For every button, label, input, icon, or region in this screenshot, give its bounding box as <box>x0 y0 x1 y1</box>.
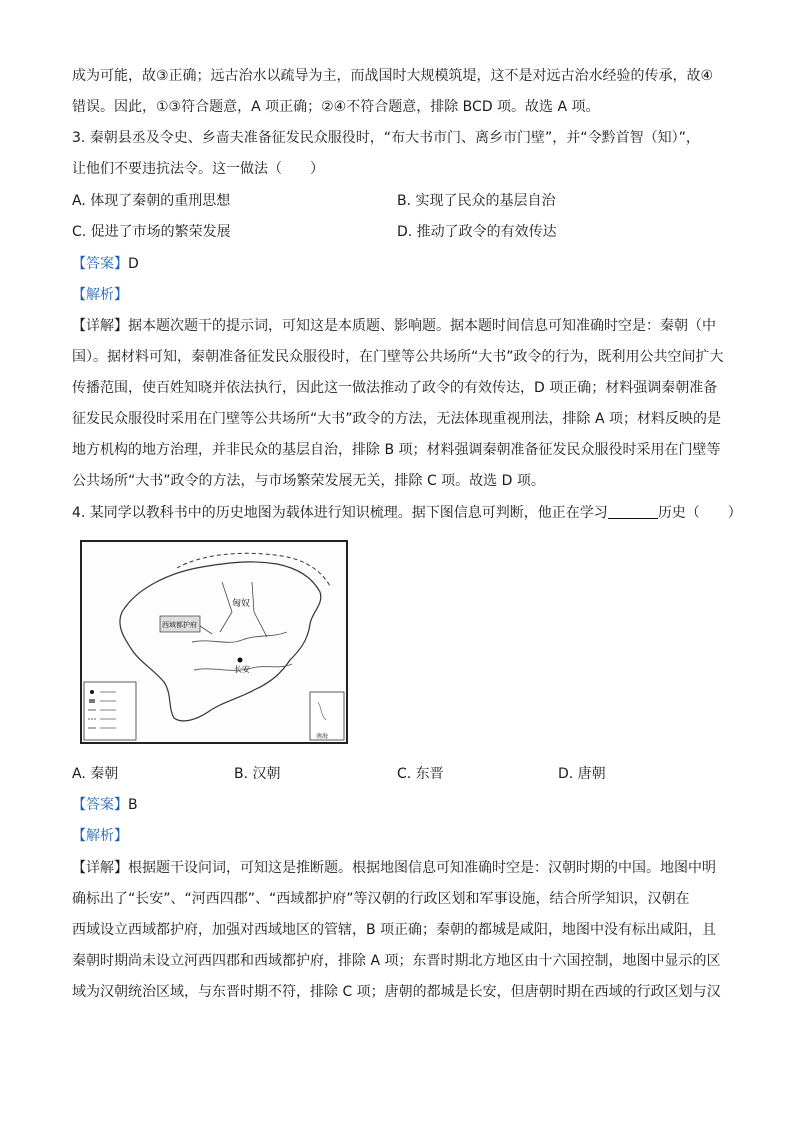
text-line: 征发民众服役时采用在门壁等公共场所“大书”政令的方法，无法体现重视刑法，排除 A 项；材料反映的是 <box>72 411 721 427</box>
text-line: 确标出了“长安”、“河西四郡”、“西域都护府”等汉朝的行政区划和军事设施，结合所学知识，汉朝在 <box>72 891 690 907</box>
q4-option-c: C. 东晋 <box>397 766 444 782</box>
answer-blank <box>608 504 658 519</box>
q3-option-d: D. 推动了政令的有效传达 <box>397 224 557 240</box>
text-line: 错误。因此，①③符合题意，A 项正确；②④不符合题意，排除 BCD 项。故选 A 项。 <box>72 99 600 115</box>
text-line: 【详解】根据题干设问词，可知这是推断题。根据地图信息可知准确时空是：汉朝时期的中国。地图中明 <box>72 860 716 876</box>
q4-answer <box>72 795 138 815</box>
map-label-xiongnu: 匈奴 <box>232 599 251 609</box>
q4-option-d: D. 唐朝 <box>558 766 606 782</box>
question-3-stem-cont: 让他们不要违抗法令。这一做法（ ） <box>72 161 324 177</box>
question-3-stem: 3. 秦朝县丞及令史、乡啬夫准备征发民众服役时，“布大书市门、离乡市门壁”，并“令黔首智（知）”， <box>72 130 700 146</box>
q4-option-a: A. 秦朝 <box>72 766 119 782</box>
q3-option-c: C. 促进了市场的繁荣发展 <box>72 224 231 240</box>
answer-label: 【答案】 <box>72 256 128 272</box>
q3-option-b: B. 实现了民众的基层自治 <box>397 193 556 209</box>
text-line: 公共场所“大书”政令的方法，与市场繁荣发展无关，排除 C 项。故选 D 项。 <box>72 473 545 489</box>
q3-answer <box>72 254 139 274</box>
text-line: 西域设立西域都护府，加强对西域地区的管辖，B 项正确；秦朝的都城是咸阳，地图中没有标出咸阳，且 <box>72 922 717 938</box>
question-4-stem: 4. 某同学以教科书中的历史地图为载体进行知识梳理。据下图信息可判断，他正在学习 历史（ ） <box>72 505 742 521</box>
text-line: 国）。据材料可知，秦朝准备征发民众服役时，在门壁等公共场所“大书”政令的行为，既利用公共空间扩大 <box>72 349 724 365</box>
answer-label: 【答案】 <box>72 797 128 813</box>
text-line: 传播范围，使百姓知晓并依法执行，因此这一做法推动了政令的有效传达，D 项正确；材料强调秦朝准备 <box>72 380 718 396</box>
q4-analysis-label: 【解析】 <box>72 828 128 844</box>
text-line: 【详解】据本题次题干的提示词，可知这是本质题、影响题。据本题时间信息可知准确时空是：秦朝（中 <box>72 318 716 334</box>
q3-analysis-label: 【解析】 <box>72 287 128 303</box>
q4-option-b: B. 汉朝 <box>234 766 281 782</box>
text-line: 地方机构的地方治理，并非民众的基层自治，排除 B 项；材料强调秦朝准备征发民众服役时采用在门壁等 <box>72 442 721 458</box>
map-label-nanhai: 南海 <box>316 733 329 740</box>
answer-value: D <box>128 256 139 272</box>
q3-option-a: A. 体现了秦朝的重刑思想 <box>72 193 231 209</box>
text-line: 域为汉朝统治区域，与东晋时期不符，排除 C 项；唐朝的都城是长安，但唐朝时期在西域的行政区划与汉 <box>72 984 721 1000</box>
map-label-changan: 长安 <box>234 665 250 674</box>
map-drawing <box>82 542 346 742</box>
text-line: 秦朝时期尚未设立河西四郡和西域都护府，排除 A 项；东晋时期北方地区由十六国控制，地图中显示的区 <box>72 953 721 969</box>
map-label-xiyu: 西域都护府 <box>162 621 197 629</box>
text-line: 成为可能，故③正确；远古治水以疏导为主，而战国时大规模筑堤，这不是对远古治水经验的传承，故④ <box>72 68 714 84</box>
answer-value: B <box>128 797 138 813</box>
historical-map <box>80 540 348 744</box>
